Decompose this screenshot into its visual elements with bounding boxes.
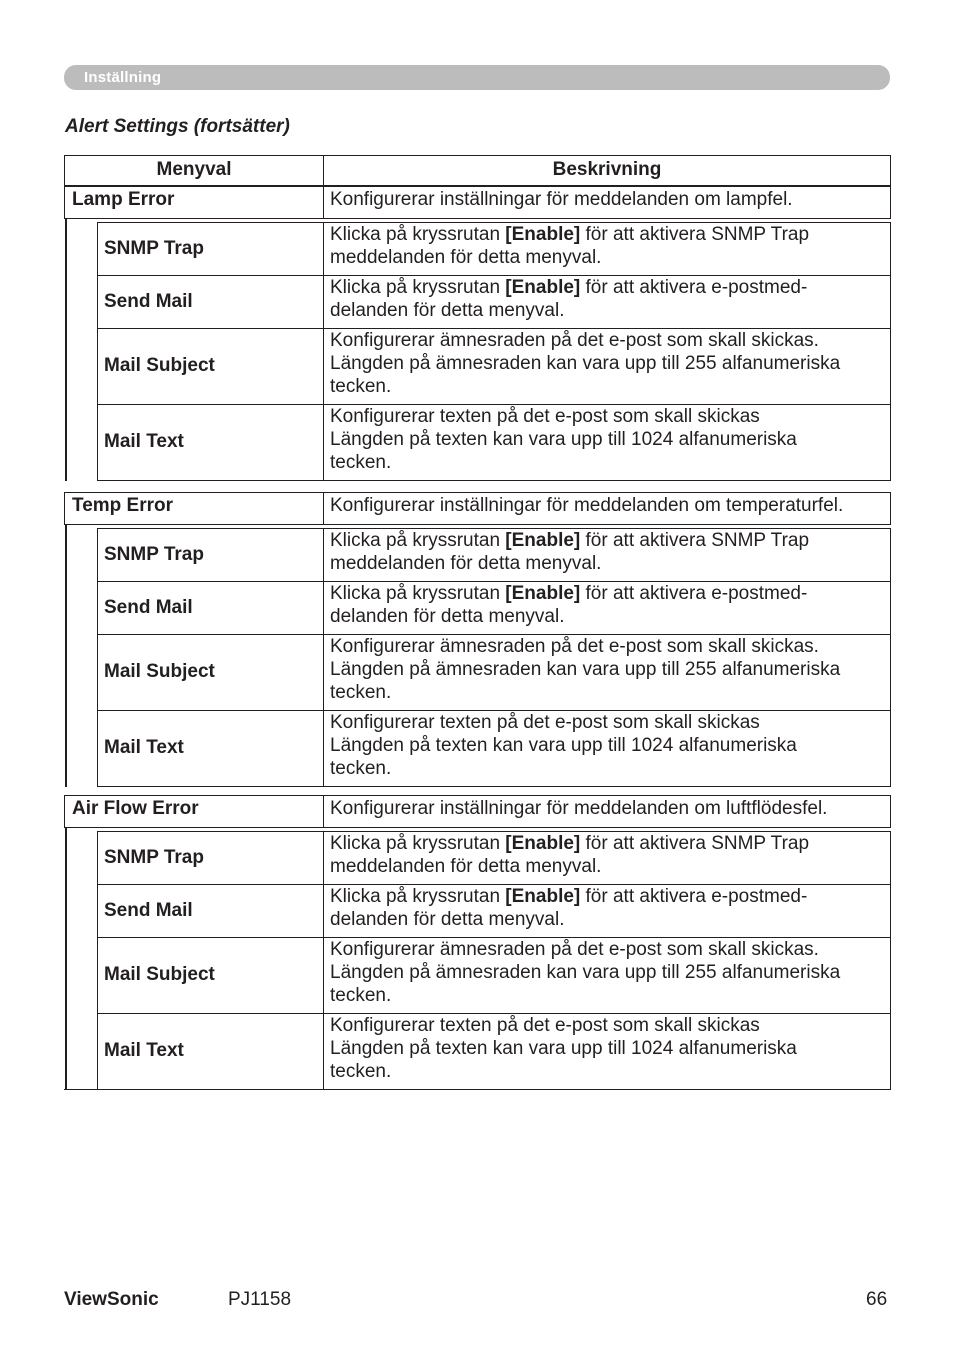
row-description-line1: Konfigurerar texten på det e-post som skall skickas	[330, 712, 760, 733]
row-name: SNMP Trap	[104, 846, 204, 868]
desc-text: för att aktivera SNMP Trap	[580, 530, 810, 551]
row-name: Mail Text	[104, 737, 184, 758]
desc-text: Klicka på kryssrutan	[330, 583, 506, 604]
column-divider	[323, 492, 324, 525]
row-description-line3: tecken.	[330, 757, 392, 779]
header-menyval: Menyval	[64, 155, 324, 186]
group-name: Air Flow Error	[72, 798, 199, 819]
column-divider	[323, 831, 324, 885]
desc-text: för att aktivera e-postmed-	[580, 886, 808, 907]
column-divider	[323, 328, 324, 405]
row-name: Mail Subject	[104, 355, 215, 376]
row-description-line1: Konfigurerar ämnesraden på det e-post som skall skickas.	[330, 636, 819, 657]
header-beskrivning: Beskrivning	[323, 155, 891, 186]
row-name: Mail Subject	[104, 661, 215, 682]
footer-model: PJ1158	[228, 1289, 292, 1310]
column-divider	[323, 404, 324, 481]
row-description-line1	[330, 224, 809, 247]
row-description-line3: tecken.	[330, 375, 392, 397]
row-description-line1	[330, 833, 809, 856]
row-name: Mail Subject	[104, 964, 215, 985]
desc-text: för att aktivera e-postmed-	[580, 583, 808, 604]
row-description-line1	[330, 530, 809, 553]
row-description-line2: meddelanden för detta menyval.	[330, 247, 602, 268]
row-description-line3: tecken.	[330, 451, 392, 473]
group-description: Konfigurerar inställningar för meddelanden om temperaturfel.	[330, 495, 844, 516]
row-description-line2: Längden på ämnesraden kan vara upp till 255 alfanumeriska	[330, 352, 841, 374]
row-description-line1	[330, 583, 807, 606]
row-name: Mail Text	[104, 431, 184, 452]
row-name: SNMP Trap	[104, 237, 204, 259]
row-description-line3: tecken.	[330, 984, 392, 1006]
group-indent-line	[65, 828, 67, 1090]
enable-keyword: [Enable]	[505, 530, 581, 551]
table-bottom-border	[64, 1089, 97, 1090]
row-description-line2: delanden för detta menyval.	[330, 300, 565, 321]
column-divider	[323, 222, 324, 276]
row-description-line1: Konfigurerar ämnesraden på det e-post som skall skickas.	[330, 330, 819, 351]
column-divider	[323, 275, 324, 329]
row-description-line2: Längden på ämnesraden kan vara upp till 255 alfanumeriska	[330, 658, 841, 680]
row-description-line1	[330, 886, 807, 909]
row-description-line3: tecken.	[330, 681, 392, 703]
page-subtitle: Alert Settings (fortsätter)	[65, 116, 290, 137]
column-divider	[323, 795, 324, 828]
column-divider	[323, 528, 324, 582]
row-name: SNMP Trap	[104, 543, 204, 565]
desc-text: Klicka på kryssrutan	[330, 277, 506, 298]
desc-text: Klicka på kryssrutan	[330, 886, 506, 907]
row-description-line2: delanden för detta menyval.	[330, 909, 565, 930]
group-name: Temp Error	[72, 495, 174, 516]
row-name: Send Mail	[104, 899, 193, 921]
row-description-line2: Längden på ämnesraden kan vara upp till 255 alfanumeriska	[330, 961, 841, 983]
row-name: Mail Text	[104, 1040, 184, 1061]
row-description-line3: tecken.	[330, 1060, 392, 1082]
row-name: Send Mail	[104, 290, 193, 312]
section-header-bar	[64, 65, 890, 90]
page-number: 66	[866, 1289, 888, 1310]
row-description-line2: Längden på texten kan vara upp till 1024 alfanumeriska	[330, 734, 797, 756]
group-description: Konfigurerar inställningar för meddelanden om lampfel.	[330, 189, 793, 210]
row-description-line2: delanden för detta menyval.	[330, 606, 565, 627]
column-divider	[323, 634, 324, 711]
enable-keyword: [Enable]	[505, 224, 581, 245]
group-indent-line	[65, 525, 67, 787]
column-divider	[323, 581, 324, 635]
group-description: Konfigurerar inställningar för meddelanden om luftflödesfel.	[330, 798, 828, 819]
column-divider	[323, 186, 324, 219]
group-name: Lamp Error	[72, 189, 175, 210]
desc-text: för att aktivera e-postmed-	[580, 277, 808, 298]
footer-brand: ViewSonic	[64, 1289, 159, 1310]
row-description-line2: Längden på texten kan vara upp till 1024 alfanumeriska	[330, 1037, 797, 1059]
row-description-line2: meddelanden för detta menyval.	[330, 553, 602, 574]
desc-text: för att aktivera SNMP Trap	[580, 833, 810, 854]
row-description-line2: meddelanden för detta menyval.	[330, 856, 602, 877]
row-description-line1: Konfigurerar texten på det e-post som skall skickas	[330, 1015, 760, 1036]
enable-keyword: [Enable]	[505, 833, 581, 854]
row-name: Send Mail	[104, 596, 193, 618]
row-description-line1: Konfigurerar texten på det e-post som skall skickas	[330, 406, 760, 427]
enable-keyword: [Enable]	[505, 277, 581, 298]
column-divider	[323, 1013, 324, 1090]
column-divider	[323, 937, 324, 1014]
row-description-line2: Längden på texten kan vara upp till 1024 alfanumeriska	[330, 428, 797, 450]
desc-text: Klicka på kryssrutan	[330, 530, 506, 551]
column-divider	[323, 710, 324, 787]
group-indent-line	[65, 219, 67, 481]
enable-keyword: [Enable]	[505, 583, 581, 604]
row-description-line1	[330, 277, 807, 300]
desc-text: för att aktivera SNMP Trap	[580, 224, 810, 245]
section-label: Inställning	[84, 69, 162, 86]
desc-text: Klicka på kryssrutan	[330, 833, 506, 854]
row-description-line1: Konfigurerar ämnesraden på det e-post som skall skickas.	[330, 939, 819, 960]
enable-keyword: [Enable]	[505, 886, 581, 907]
column-divider	[323, 884, 324, 938]
desc-text: Klicka på kryssrutan	[330, 224, 506, 245]
